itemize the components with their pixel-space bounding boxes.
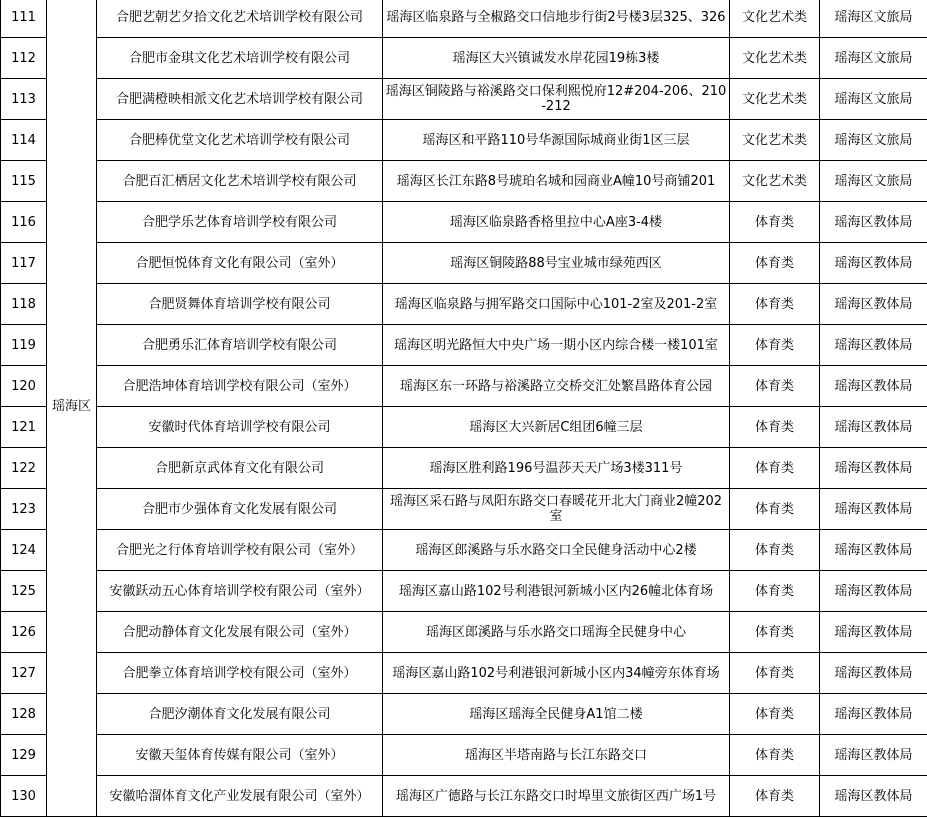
table-row	[1, 161, 927, 202]
table-row	[1, 776, 927, 817]
institution-name-cell: 合肥贤舞体育培训学校有限公司	[97, 284, 383, 325]
address-cell: 瑶海区和平路110号华源国际城商业街1区三层	[383, 120, 730, 161]
table-row	[1, 202, 927, 243]
table-row	[1, 653, 927, 694]
address-cell: 瑶海区明光路恒大中央广场一期小区内综合楼一楼101室	[383, 325, 730, 366]
category-cell: 体育类	[730, 735, 820, 776]
row-number-cell: 126	[1, 612, 47, 653]
address-cell: 瑶海区嘉山路102号利港银河新城小区内26幢北体育场	[383, 571, 730, 612]
institution-name-cell: 合肥学乐艺体育培训学校有限公司	[97, 202, 383, 243]
address-cell: 瑶海区大兴新居C组团6幢三层	[383, 407, 730, 448]
department-cell: 瑶海区教体局	[820, 571, 927, 612]
row-number-cell: 121	[1, 407, 47, 448]
row-number-cell: 125	[1, 571, 47, 612]
category-cell: 体育类	[730, 284, 820, 325]
table-row	[1, 448, 927, 489]
table-row	[1, 0, 927, 38]
table-row	[1, 325, 927, 366]
institution-name-cell: 合肥光之行体育培训学校有限公司（室外）	[97, 530, 383, 571]
table-row	[1, 38, 927, 79]
category-cell: 体育类	[730, 325, 820, 366]
address-cell: 瑶海区长江东路8号琥珀名城和园商业A幢10号商铺201	[383, 161, 730, 202]
address-cell: 瑶海区大兴镇诚发水岸花园19栋3楼	[383, 38, 730, 79]
category-cell: 文化艺术类	[730, 0, 820, 38]
department-cell: 瑶海区文旅局	[820, 0, 927, 38]
department-cell: 瑶海区教体局	[820, 243, 927, 284]
table-row	[1, 571, 927, 612]
address-cell: 瑶海区嘉山路102号利港银河新城小区内34幢旁东体育场	[383, 653, 730, 694]
department-cell: 瑶海区文旅局	[820, 161, 927, 202]
category-cell: 体育类	[730, 571, 820, 612]
institution-name-cell: 合肥棒优堂文化艺术培训学校有限公司	[97, 120, 383, 161]
institution-name-cell: 合肥动静体育文化发展有限公司（室外）	[97, 612, 383, 653]
row-number-cell: 113	[1, 79, 47, 120]
institution-name-cell: 合肥百汇栖居文化艺术培训学校有限公司	[97, 161, 383, 202]
department-cell: 瑶海区文旅局	[820, 120, 927, 161]
table-row	[1, 243, 927, 284]
department-cell: 瑶海区教体局	[820, 612, 927, 653]
department-cell: 瑶海区文旅局	[820, 38, 927, 79]
department-cell: 瑶海区教体局	[820, 202, 927, 243]
table-row	[1, 694, 927, 735]
institution-name-cell: 安徽跃动五心体育培训学校有限公司（室外）	[97, 571, 383, 612]
department-cell: 瑶海区教体局	[820, 284, 927, 325]
department-cell: 瑶海区教体局	[820, 735, 927, 776]
category-cell: 文化艺术类	[730, 120, 820, 161]
address-cell: 瑶海区瑶海全民健身A1馆二楼	[383, 694, 730, 735]
table-row	[1, 120, 927, 161]
row-number-cell: 116	[1, 202, 47, 243]
department-cell: 瑶海区教体局	[820, 448, 927, 489]
table-body	[1, 0, 927, 817]
row-number-cell: 117	[1, 243, 47, 284]
category-cell: 文化艺术类	[730, 38, 820, 79]
category-cell: 体育类	[730, 776, 820, 817]
table-row	[1, 407, 927, 448]
category-cell: 体育类	[730, 612, 820, 653]
row-number-cell: 127	[1, 653, 47, 694]
row-number-cell: 120	[1, 366, 47, 407]
institution-name-cell: 合肥拳立体育培训学校有限公司（室外）	[97, 653, 383, 694]
department-cell: 瑶海区文旅局	[820, 79, 927, 120]
address-cell: 瑶海区半塔南路与长江东路交口	[383, 735, 730, 776]
table-row	[1, 612, 927, 653]
row-number-cell: 130	[1, 776, 47, 817]
institution-name-cell: 合肥汐潮体育文化发展有限公司	[97, 694, 383, 735]
address-cell: 瑶海区胜利路196号温莎天天广场3楼311号	[383, 448, 730, 489]
row-number-cell: 118	[1, 284, 47, 325]
category-cell: 文化艺术类	[730, 79, 820, 120]
category-cell: 体育类	[730, 407, 820, 448]
institution-name-cell: 合肥市少强体育文化发展有限公司	[97, 489, 383, 530]
district-cell: 瑶海区	[47, 0, 97, 817]
department-cell: 瑶海区教体局	[820, 407, 927, 448]
address-cell: 瑶海区采石路与凤阳东路交口春暖花开北大门商业2幢202室	[383, 489, 730, 530]
category-cell: 体育类	[730, 653, 820, 694]
table-row	[1, 530, 927, 571]
institution-name-cell: 合肥艺朝艺夕拾文化艺术培训学校有限公司	[97, 0, 383, 38]
institution-name-cell: 合肥满橙映相派文化艺术培训学校有限公司	[97, 79, 383, 120]
table-row	[1, 489, 927, 530]
address-cell: 瑶海区临泉路香格里拉中心A座3-4楼	[383, 202, 730, 243]
department-cell: 瑶海区教体局	[820, 653, 927, 694]
address-cell: 瑶海区郎溪路与乐水路交口瑶海全民健身中心	[383, 612, 730, 653]
institution-name-cell: 安徽哈溜体育文化产业发展有限公司（室外）	[97, 776, 383, 817]
institution-name-cell: 合肥勇乐汇体育培训学校有限公司	[97, 325, 383, 366]
row-number-cell: 115	[1, 161, 47, 202]
institution-name-cell: 安徽天玺体育传媒有限公司（室外）	[97, 735, 383, 776]
department-cell: 瑶海区教体局	[820, 776, 927, 817]
department-cell: 瑶海区教体局	[820, 489, 927, 530]
institution-name-cell: 合肥新京武体育文化有限公司	[97, 448, 383, 489]
category-cell: 体育类	[730, 489, 820, 530]
row-number-cell: 111	[1, 0, 47, 38]
row-number-cell: 122	[1, 448, 47, 489]
department-cell: 瑶海区教体局	[820, 325, 927, 366]
address-cell: 瑶海区广德路与长江东路交口时埠里文旅街区西广场1号	[383, 776, 730, 817]
category-cell: 体育类	[730, 366, 820, 407]
table-row	[1, 284, 927, 325]
row-number-cell: 128	[1, 694, 47, 735]
department-cell: 瑶海区教体局	[820, 694, 927, 735]
department-cell: 瑶海区教体局	[820, 530, 927, 571]
category-cell: 体育类	[730, 694, 820, 735]
institution-name-cell: 合肥市金琪文化艺术培训学校有限公司	[97, 38, 383, 79]
address-cell: 瑶海区郎溪路与乐水路交口全民健身活动中心2楼	[383, 530, 730, 571]
institution-name-cell: 安徽时代体育培训学校有限公司	[97, 407, 383, 448]
institution-name-cell: 合肥恒悦体育文化有限公司（室外）	[97, 243, 383, 284]
row-number-cell: 112	[1, 38, 47, 79]
category-cell: 文化艺术类	[730, 161, 820, 202]
category-cell: 体育类	[730, 530, 820, 571]
row-number-cell: 119	[1, 325, 47, 366]
row-number-cell: 114	[1, 120, 47, 161]
category-cell: 体育类	[730, 448, 820, 489]
category-cell: 体育类	[730, 243, 820, 284]
institution-name-cell: 合肥浩坤体育培训学校有限公司（室外）	[97, 366, 383, 407]
address-cell: 瑶海区临泉路与拥军路交口国际中心101-2室及201-2室	[383, 284, 730, 325]
address-cell: 瑶海区临泉路与全椒路交口信地步行街2号楼3层325、326	[383, 0, 730, 38]
row-number-cell: 129	[1, 735, 47, 776]
department-cell: 瑶海区教体局	[820, 366, 927, 407]
row-number-cell: 123	[1, 489, 47, 530]
row-number-cell: 124	[1, 530, 47, 571]
address-cell: 瑶海区铜陵路与裕溪路交口保利熙悦府12#204-206、210-212	[383, 79, 730, 120]
table-row	[1, 366, 927, 407]
table-row	[1, 79, 927, 120]
table-row	[1, 735, 927, 776]
address-cell: 瑶海区铜陵路88号宝业城市绿苑西区	[383, 243, 730, 284]
category-cell: 体育类	[730, 202, 820, 243]
address-cell: 瑶海区东一环路与裕溪路立交桥交汇处繁昌路体育公园	[383, 366, 730, 407]
